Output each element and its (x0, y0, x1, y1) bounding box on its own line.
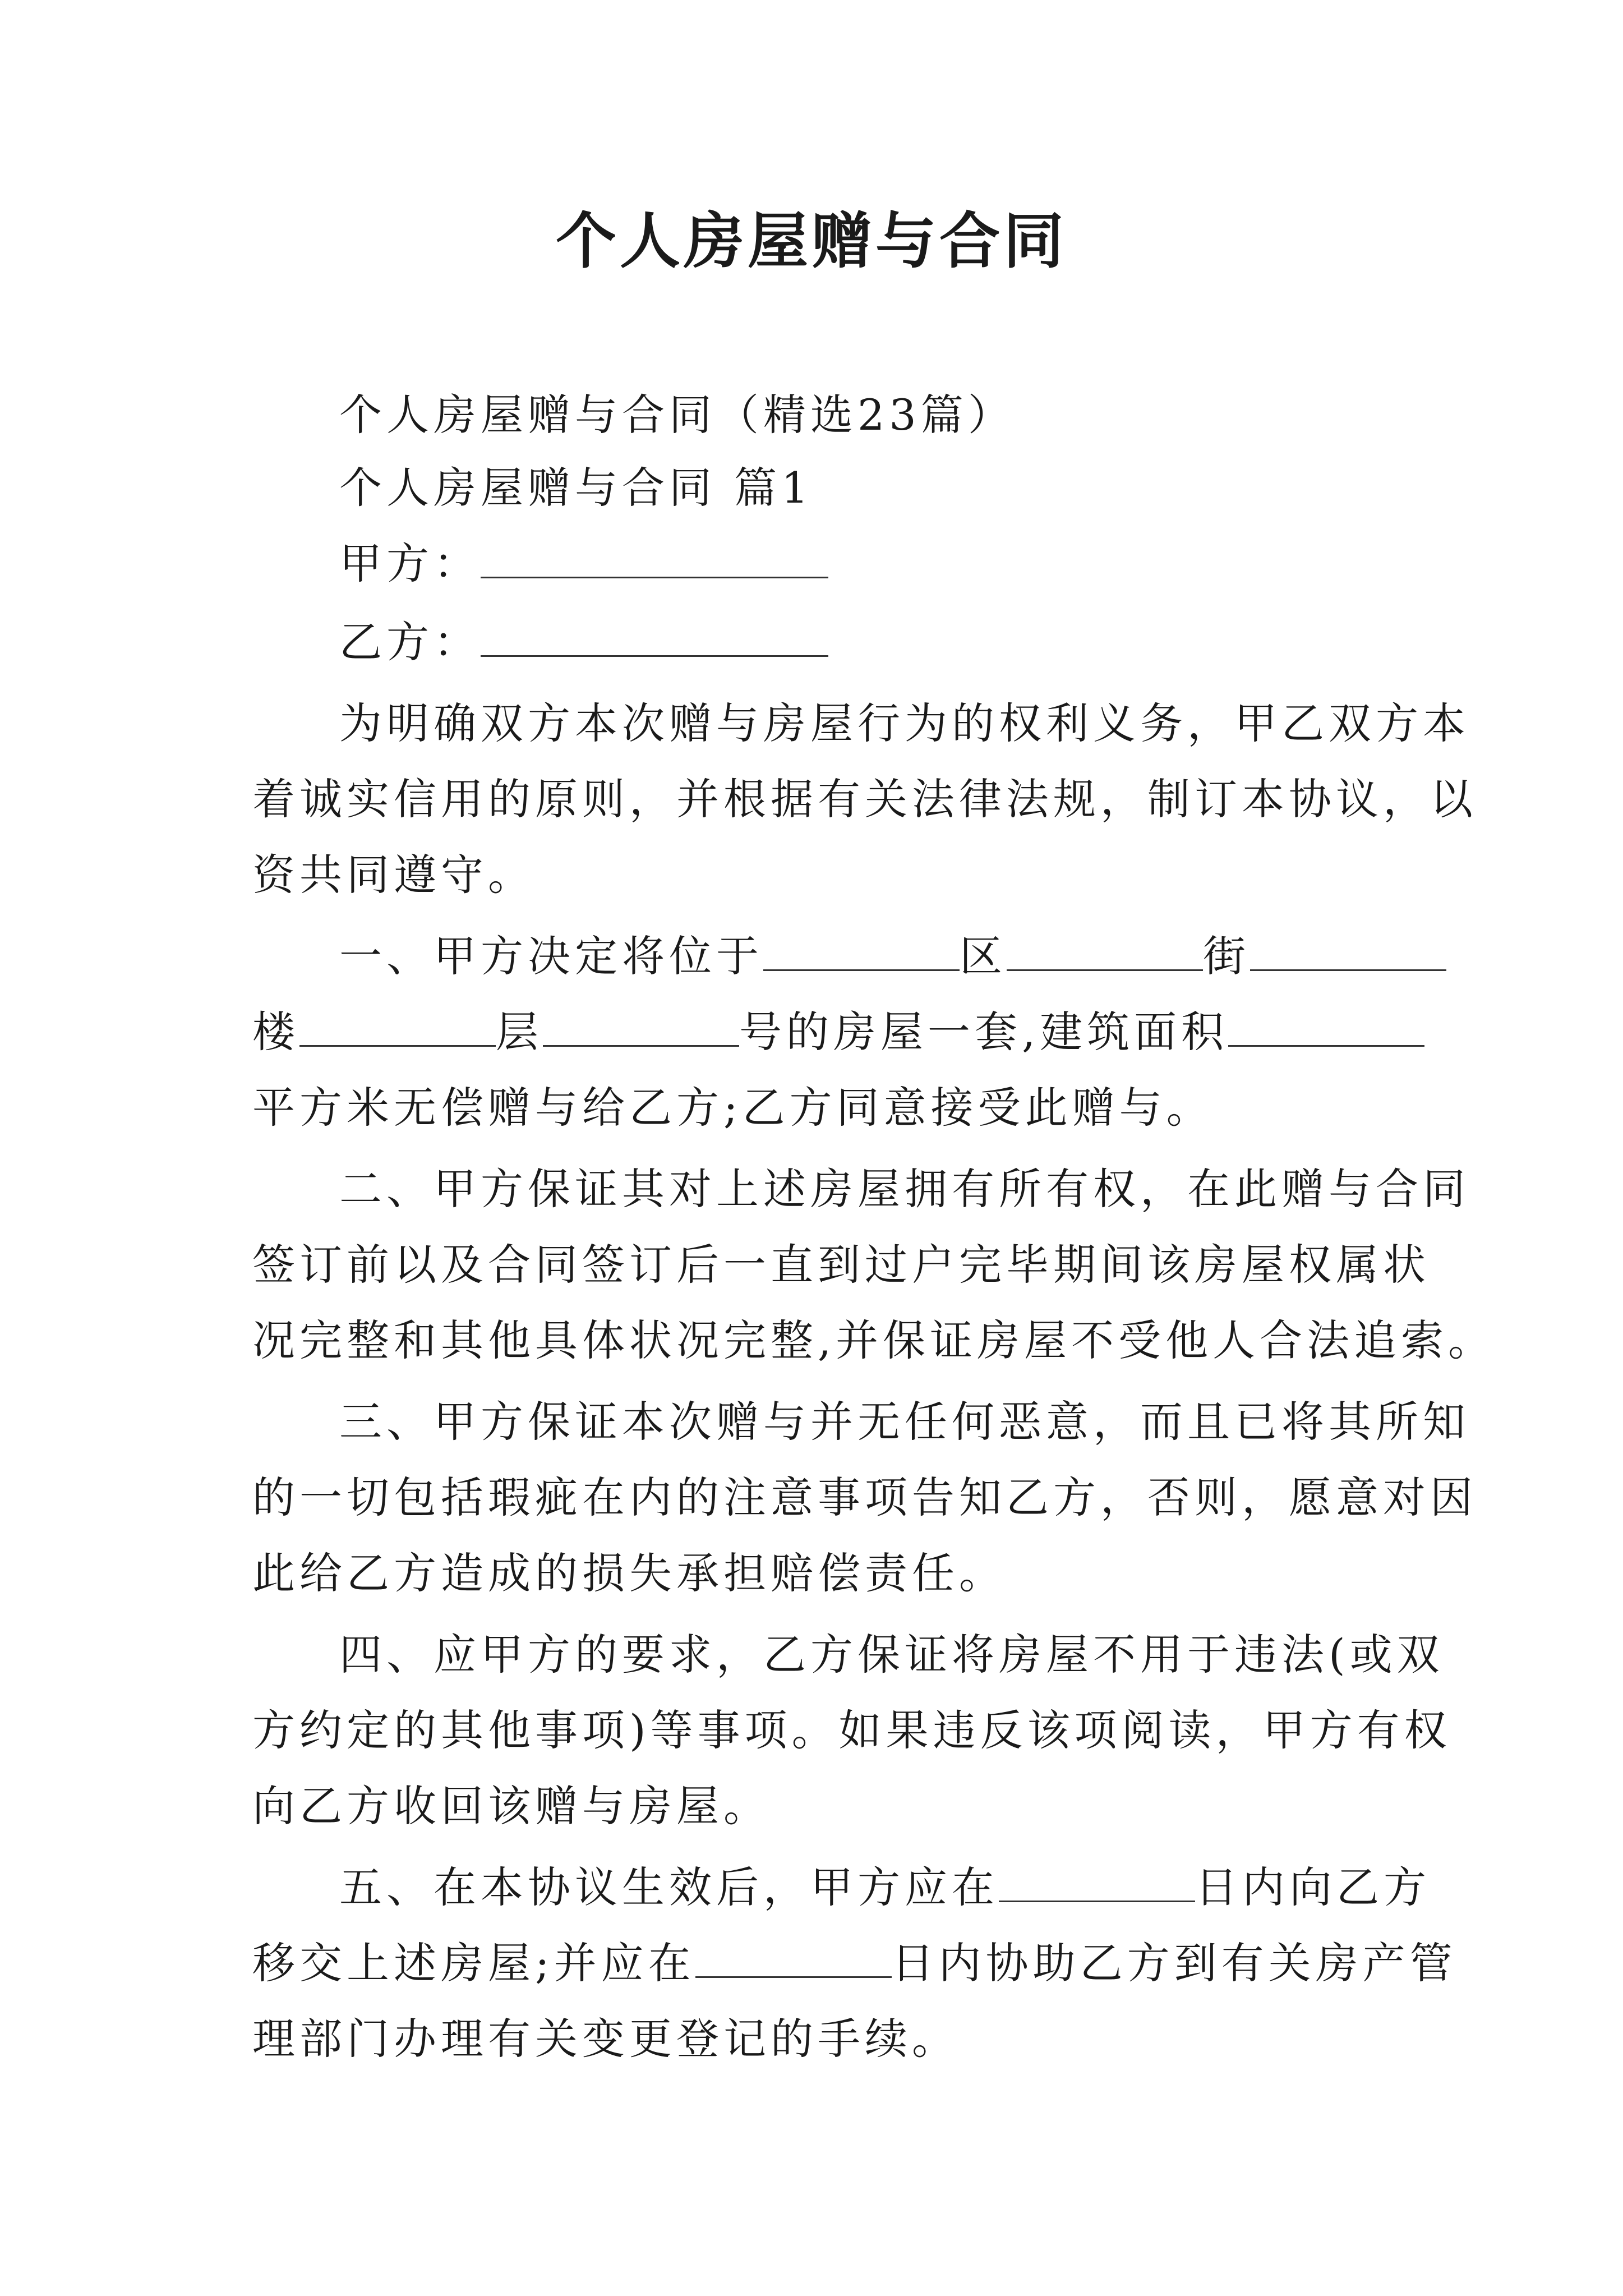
street-label: 街 (1203, 931, 1250, 981)
paragraph-text: 着诚实信用的原则，并根据有关法律法规，制订本协议，以 (252, 774, 1477, 824)
handover-days-blank (999, 1861, 1195, 1902)
paragraph-text: 此给乙方造成的损失承担赔偿责任。 (252, 1548, 1006, 1598)
registration-text: 日内协助乙方到有关房产管 (891, 1938, 1457, 1988)
paragraph-line (252, 847, 1391, 903)
street-blank (1007, 930, 1203, 971)
paragraph-line (252, 1313, 1496, 1369)
paragraph-line (339, 1161, 1470, 1217)
handover-text: 日内向乙方 (1195, 1862, 1431, 1912)
area-blank (1228, 1006, 1424, 1047)
paragraph-text: 平方米无偿赠与给乙方;乙方同意接受此赠与。 (252, 1083, 1214, 1133)
paragraph-line (252, 2011, 1391, 2067)
party-a-line (339, 536, 1391, 592)
paragraph-line (252, 1703, 1451, 1759)
paragraph-text: 二、甲方保证其对上述房屋拥有所有权，在此赠与合同 (339, 1164, 1470, 1214)
paragraph-text: 向乙方收回该赠与房屋。 (252, 1781, 771, 1831)
paragraph-line (339, 696, 1470, 752)
district-label: 区 (960, 931, 1007, 981)
clause-one-line-1 (339, 928, 1391, 984)
paragraph-text: 的一切包括瑕疵在内的注意事项告知乙方，否则，愿意对因 (252, 1473, 1477, 1522)
paragraph-text: 三、甲方保证本次赠与并无任何恶意，而且已将其所知 (339, 1397, 1470, 1447)
subtitle-line (339, 387, 1391, 443)
document-title: 个人房屋赠与合同 (555, 206, 1067, 277)
party-a-label: 甲方： (339, 539, 481, 588)
clause-five-line-1 (339, 1860, 1431, 1916)
paragraph-line (252, 1778, 1391, 1834)
paragraph-line (339, 1394, 1470, 1450)
party-b-label: 乙方： (339, 617, 481, 667)
party-b-line (339, 614, 1391, 670)
section-heading-line (339, 460, 1391, 516)
paragraph-line (339, 1627, 1444, 1683)
paragraph-line (252, 771, 1477, 827)
street-name-blank (1250, 930, 1446, 971)
clause-one-line-2 (252, 1004, 1391, 1060)
paragraph-text: 况完整和其他具体状况完整,并保证房屋不受他人合法追索。 (252, 1315, 1496, 1365)
clause-five-line-2 (252, 1935, 1457, 1991)
building-blank (299, 1006, 496, 1047)
paragraph-line (252, 1545, 1391, 1602)
party-a-blank (481, 537, 828, 578)
registration-days-blank (695, 1937, 892, 1978)
clause-one-text: 一、甲方决定将位于 (339, 931, 763, 981)
paragraph-line (252, 1237, 1430, 1293)
section-heading-text: 个人房屋赠与合同 篇1 (339, 463, 813, 513)
paragraph-text: 为明确双方本次赠与房屋行为的权利义务，甲乙双方本 (339, 698, 1470, 748)
paragraph-line (252, 1080, 1391, 1136)
room-area-text: 号的房屋一套,建筑面积 (739, 1007, 1229, 1057)
subtitle-text: 个人房屋赠与合同（精选23篇） (339, 390, 1015, 440)
paragraph-text: 理部门办理有关变更登记的手续。 (252, 2014, 959, 2064)
paragraph-text: 方约定的其他事项)等事项。如果违反该项阅读，甲方有权 (252, 1705, 1451, 1755)
building-label: 楼 (252, 1007, 299, 1057)
floor-blank (543, 1006, 739, 1047)
clause-five-text: 五、在本协议生效后，甲方应在 (339, 1862, 999, 1912)
paragraph-text: 签订前以及合同签订后一直到过户完毕期间该房屋权属状 (252, 1240, 1430, 1290)
paragraph-text: 资共同遵守。 (252, 850, 535, 900)
floor-label: 层 (496, 1007, 543, 1057)
party-b-blank (481, 616, 828, 657)
paragraph-line (252, 1470, 1477, 1526)
paragraph-text: 四、应甲方的要求，乙方保证将房屋不用于违法(或双 (339, 1630, 1444, 1680)
district-blank (763, 930, 960, 971)
transfer-text: 移交上述房屋;并应在 (252, 1938, 695, 1988)
